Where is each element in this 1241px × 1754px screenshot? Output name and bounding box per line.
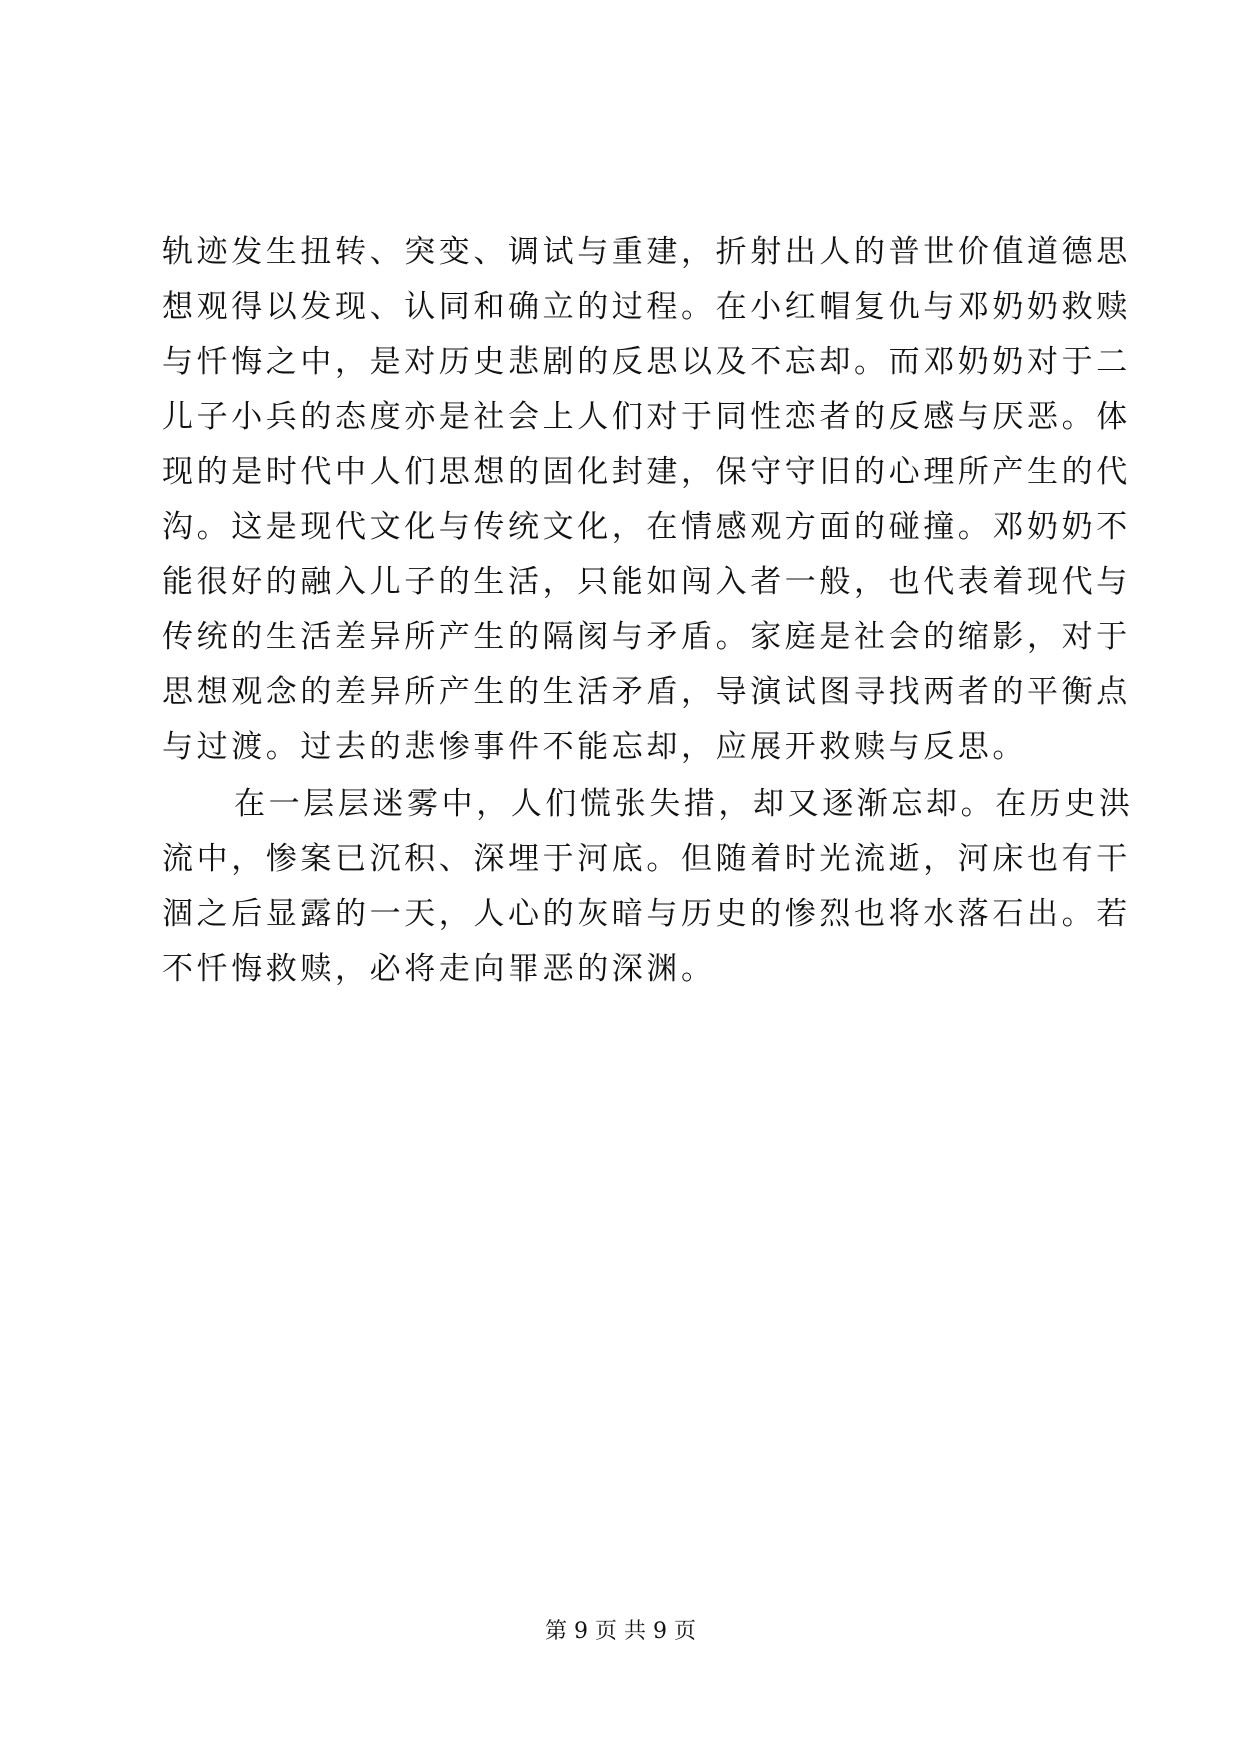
text-line: 在一层层迷雾中，人们慌张失措，却又逐渐忘却。在历史洪 <box>234 786 1134 822</box>
text-line: 儿子小兵的态度亦是社会上人们对于同性恋者的反感与厌恶。体 <box>162 399 1131 435</box>
text-line: 传统的生活差异所产生的隔阂与矛盾。家庭是社会的缩影，对于 <box>162 619 1131 655</box>
text-line: 轨迹发生扭转、突变、调试与重建，折射出人的普世价值道德思 <box>162 234 1131 270</box>
page-number-label: 第 9 页 共 9 页 <box>545 1619 696 1644</box>
body-text <box>162 225 1134 997</box>
paragraph-2 <box>162 777 1134 997</box>
text-line: 不忏悔救赎，必将走向罪恶的深渊。 <box>162 951 716 987</box>
text-line: 现的是时代中人们思想的固化封建，保守守旧的心理所产生的代 <box>162 454 1131 490</box>
text-line: 思想观念的差异所产生的生活矛盾，导演试图寻找两者的平衡点 <box>162 674 1131 710</box>
text-line: 沟。这是现代文化与传统文化，在情感观方面的碰撞。邓奶奶不 <box>162 509 1131 545</box>
text-line: 想观得以发现、认同和确立的过程。在小红帽复仇与邓奶奶救赎 <box>162 289 1131 325</box>
text-line: 与忏悔之中，是对历史悲剧的反思以及不忘却。而邓奶奶对于二 <box>162 344 1131 380</box>
page-footer <box>0 1617 1241 1647</box>
text-line: 能很好的融入儿子的生活，只能如闯入者一般，也代表着现代与 <box>162 564 1131 600</box>
text-line: 涸之后显露的一天，人心的灰暗与历史的惨烈也将水落石出。若 <box>162 896 1131 932</box>
paragraph-1 <box>162 225 1131 775</box>
text-line: 与过渡。过去的悲惨事件不能忘却，应展开救赎与反思。 <box>162 729 1027 765</box>
text-line: 流中，惨案已沉积、深埋于河底。但随着时光流逝，河床也有干 <box>162 841 1131 877</box>
